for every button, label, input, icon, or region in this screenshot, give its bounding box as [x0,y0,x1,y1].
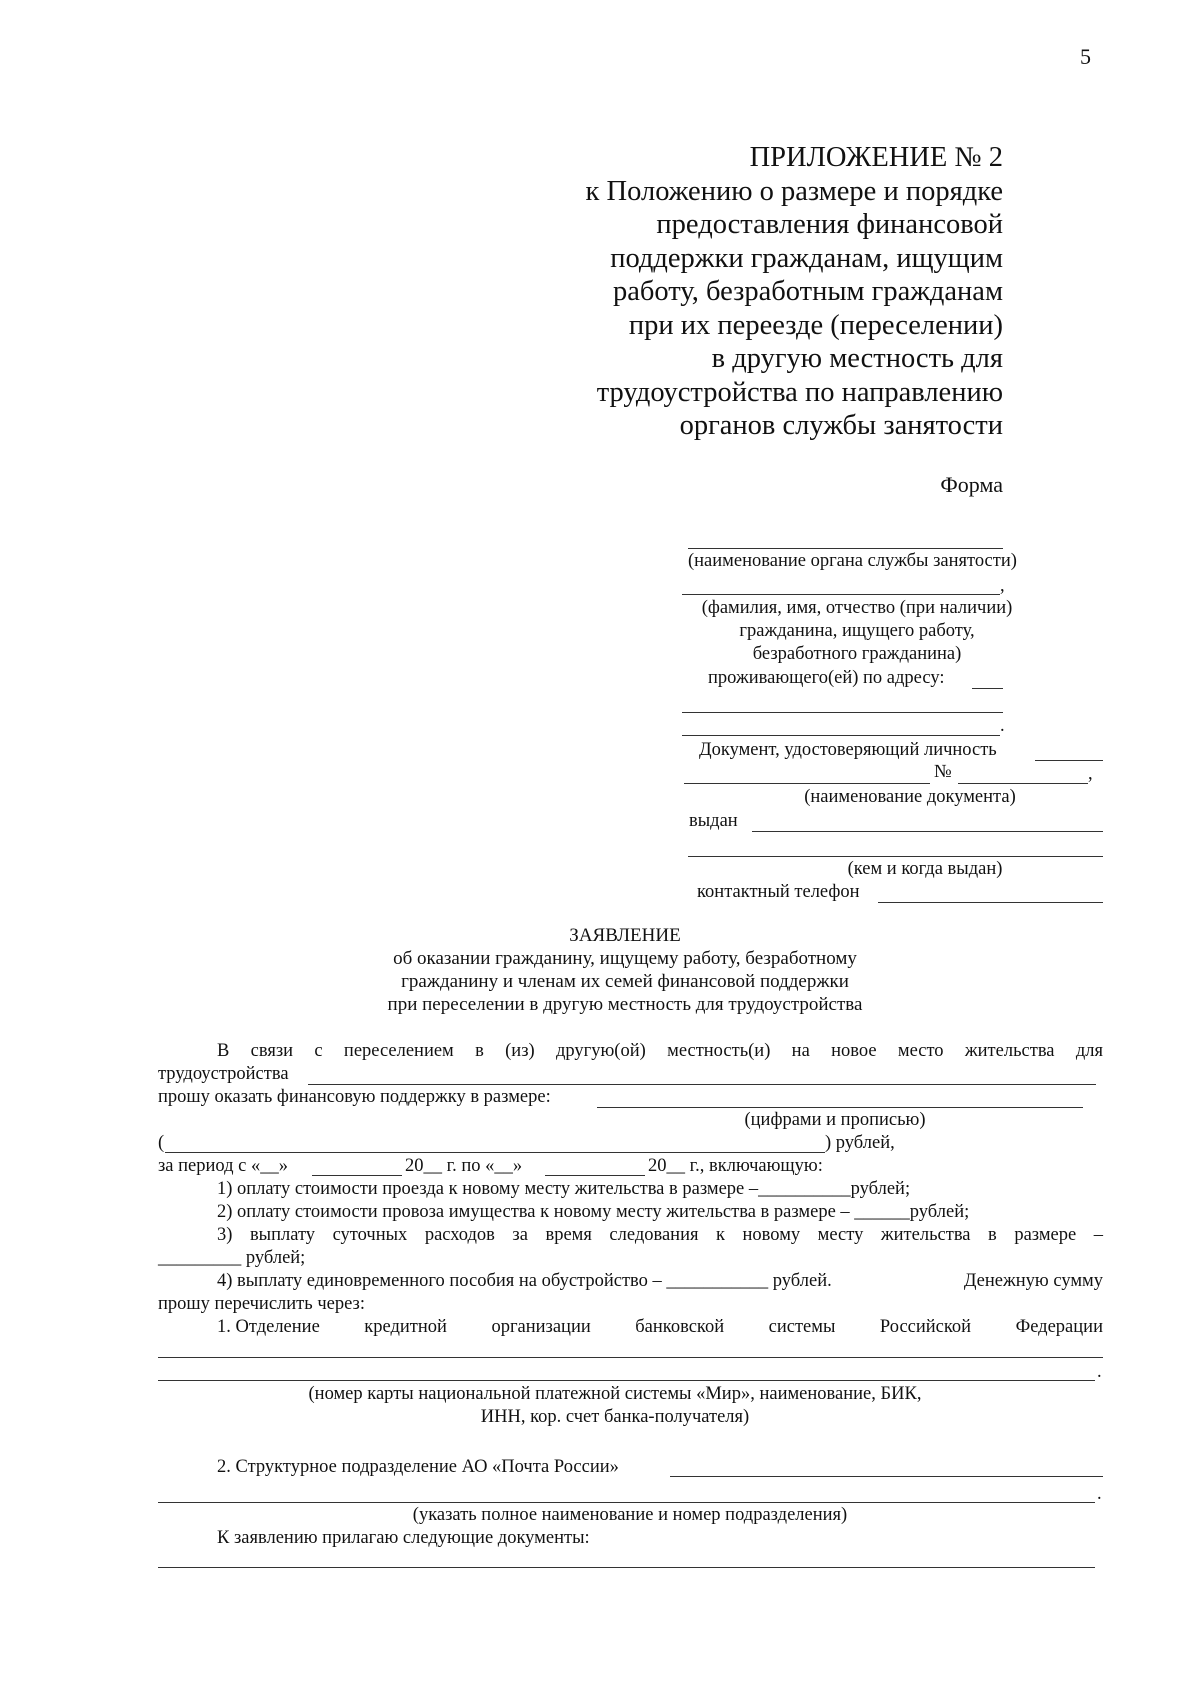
word: место [897,1041,944,1061]
bank-details-field[interactable] [158,1357,1103,1358]
period: . [1097,1362,1102,1382]
item-daily-line [217,1225,1103,1246]
amount-caption: (цифрами и прописью) [744,1110,926,1130]
comma: , [1000,576,1005,596]
full-name-caption-1: (фамилия, имя, отчество (при наличии) [701,598,1013,618]
document-name-field[interactable] [684,783,930,784]
transfer-label: прошу перечислить через: [158,1294,365,1314]
form-label: Форма [940,472,1003,497]
word: размере [1014,1225,1077,1245]
full-name-caption-2: гражданина, ищущего работу, [739,621,975,641]
bank-details-field-line-2[interactable] [158,1380,1095,1381]
word: Федерации [1015,1317,1103,1337]
appendix-line: трудоустройства по направлению [596,376,1003,408]
word: кредитной [364,1317,447,1337]
phone-field[interactable] [878,902,1103,903]
post-caption: (указать полное наименование и номер подразделения) [412,1505,848,1525]
full-name-field[interactable] [682,594,1000,595]
statement-subtitle: при переселении в другую местность для трудоустройства [387,994,863,1015]
issued-field[interactable] [752,831,1103,832]
word: (из) [505,1041,535,1061]
attachments-field[interactable] [158,1567,1095,1568]
appendix-line: при их переезде (переселении) [628,309,1003,341]
bank-caption: (номер карты национальной платежной системы «Мир», наименование, БИК, [308,1384,922,1404]
period-prefix: за период с «__» [158,1156,288,1176]
appendix-heading [586,141,1003,443]
org-name-caption: (наименование органа службы занятости) [688,551,1017,571]
word: банковской [635,1317,725,1337]
word: местность(и) [667,1041,771,1061]
appendix-line: ПРИЛОЖЕНИЕ № 2 [749,142,1003,173]
word: новому [742,1225,801,1245]
item-relocation-line [217,1271,1103,1292]
word: за [512,1225,528,1245]
word: 1. Отделение [217,1317,320,1337]
amount-field[interactable] [597,1107,1083,1108]
word: к [716,1225,726,1245]
request-label: прошу оказать финансовую поддержку в размере: [158,1087,551,1107]
word: Денежную сумму [963,1271,1103,1291]
amount-words-field[interactable] [165,1152,825,1153]
address-field-line-2[interactable] [682,712,1003,713]
comma: , [1088,764,1093,784]
item-property: 2) оплату стоимости провоза имущества к новому месту жительства в размере – ______рублей; [217,1202,970,1222]
word: новое [831,1041,877,1061]
document-name-caption: (наименование документа) [804,787,1016,807]
appendix-line: органов службы занятости [679,410,1003,441]
word: в [475,1041,484,1061]
word: Российской [879,1317,972,1337]
item-travel: 1) оплату стоимости проезда к новому месту жительства в размере –__________рублей; [217,1179,911,1199]
word: суточных [332,1225,408,1245]
post-option-label: 2. Структурное подразделение АО «Почта России» [217,1457,619,1477]
employment-field[interactable] [308,1084,1096,1085]
period: . [1097,1484,1102,1504]
page-number: 5 [1080,44,1091,69]
statement-title: ЗАЯВЛЕНИЕ [569,925,681,946]
full-name-caption-3: безработного гражданина) [752,644,962,664]
bank-caption: ИНН, кор. счет банка-получателя) [480,1407,750,1427]
period: . [1000,716,1005,736]
word: – [1093,1225,1103,1245]
open-paren: ( [158,1133,165,1153]
period-end: 20__ г., включающую: [648,1156,823,1176]
post-office-field-line-2[interactable] [158,1502,1095,1503]
employment-label: трудоустройства [158,1064,289,1084]
phone-label: контактный телефон [697,882,860,902]
appendix-line: предоставления финансовой [656,209,1003,240]
word: организации [491,1317,591,1337]
word: в [988,1225,997,1245]
appendix-line: работу, безработным гражданам [612,276,1003,307]
word: жительства [880,1225,971,1245]
issued-label: выдан [689,811,738,831]
issued-field-line-2[interactable] [688,856,1103,857]
word: переселением [343,1041,454,1061]
period-start-field[interactable] [312,1175,402,1176]
document-number-field[interactable] [958,783,1088,784]
post-office-field[interactable] [670,1476,1103,1477]
item-daily-tail: _________ рублей; [158,1248,306,1268]
period-mid: 20__ г. по «__» [405,1156,523,1176]
word: жительства [964,1041,1055,1061]
address-field[interactable] [972,688,1003,689]
rubles-tail: ) рублей, [825,1133,895,1153]
word: В [217,1041,230,1061]
statement-subtitle: об оказании гражданину, ищущему работу, безработному [393,948,857,969]
period-end-field[interactable] [545,1175,645,1176]
word: для [1075,1041,1103,1061]
number-sign: № [934,762,952,782]
appendix-line: в другую местность для [711,343,1003,374]
word: 4) выплату единовременного пособия на обустройство – ___________ рублей. [217,1271,832,1291]
word: другую(ой) [555,1041,646,1061]
appendix-line: поддержки гражданам, ищущим [610,242,1003,274]
org-name-field[interactable] [688,548,1003,549]
word: расходов [424,1225,495,1245]
id-document-label: Документ, удостоверяющий личность [699,740,997,760]
word: 3) [217,1225,233,1245]
word: с [314,1041,323,1061]
intro-line [217,1041,1103,1062]
address-label: проживающего(ей) по адресу: [708,668,945,688]
word: связи [250,1041,294,1061]
appendix-line: к Положению о размере и порядке [585,175,1003,207]
word: следования [609,1225,699,1245]
word: на [791,1041,810,1061]
statement-subtitle: гражданину и членам их семей финансовой поддержки [401,971,849,992]
id-document-field[interactable] [1035,760,1103,761]
word: месту [817,1225,864,1245]
address-field-line-3[interactable] [682,735,1000,736]
word: время [545,1225,592,1245]
word: выплату [249,1225,316,1245]
attachments-label: К заявлению прилагаю следующие документы: [217,1528,590,1548]
issued-caption: (кем и когда выдан) [847,859,1003,879]
word: системы [768,1317,836,1337]
bank-option-line [217,1317,1103,1338]
